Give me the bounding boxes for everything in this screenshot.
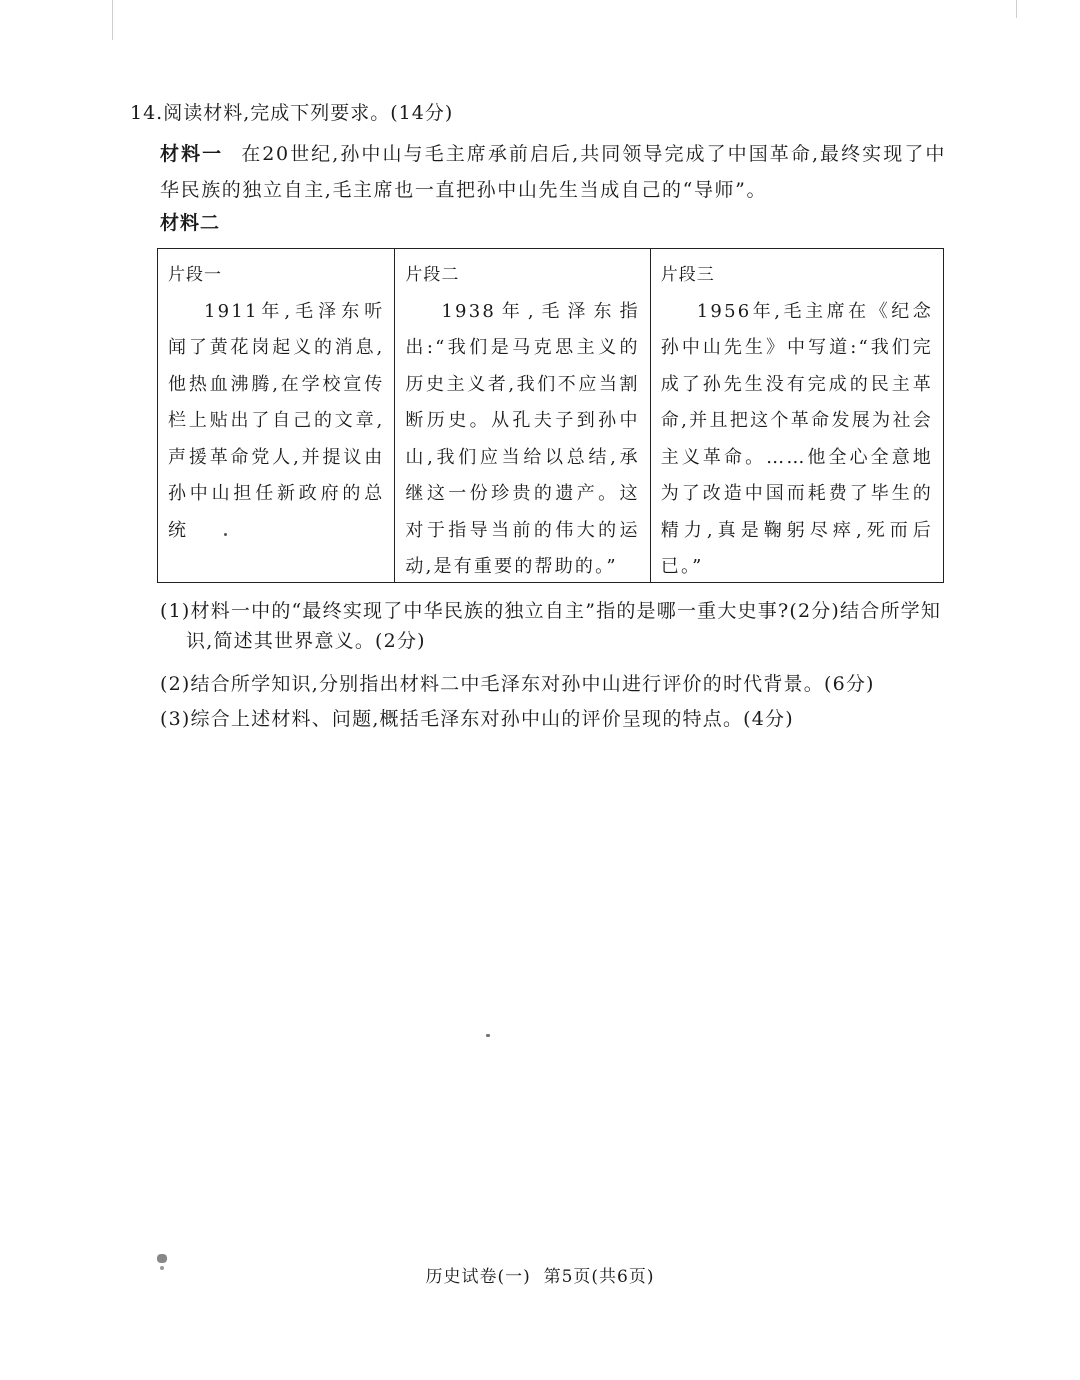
sub-question-continuation: 识,简述其世界意义。(2分) [186, 630, 426, 652]
material-two-table [157, 248, 944, 583]
scan-edge-line-right [1016, 0, 1017, 18]
sub-question-line: (3)综合上述材料、问题,概括毛泽东对孙中山的评价呈现的特点。(4分) [160, 708, 794, 730]
question-title: 14.阅读材料,完成下列要求。(14分) [130, 102, 454, 124]
segment-text: 1956年,毛主席在《纪念孙中山先生》中写道:“我们完成了孙先生没有完成的民主革命,并且把这个革命发展为社会主义革命。……他全心全意地为了改造中国而耗费了毕生的精力,真是鞠躬尽瘁,死而后已。” [660, 300, 934, 577]
segment-text: 1938年,毛泽东指出:“我们是马克思主义的历史主义者,我们不应当割断历史。从孔夫子到孙中山,我们应当给以总结,承继这一份珍贵的遗产。这对于指导当前的伟大的运动,是有重要的帮助的。” [405, 300, 640, 577]
ink-dot [224, 533, 227, 536]
page-footer: 历史试卷(一) 第5页(共6页) [425, 1267, 655, 1287]
segment-heading: 片段三 [660, 265, 715, 285]
segment-text: 1911年,毛泽东听闻了黄花岗起义的消息,他热血沸腾,在学校宣传栏上贴出了自己的文章,声援革命党人,并提议由孙中山担任新政府的总统 [168, 300, 385, 541]
segment-cell [394, 249, 649, 582]
sub-question-1 [160, 596, 950, 656]
scan-edge-line [112, 0, 113, 40]
sub-question-3 [160, 704, 950, 734]
segment-heading: 片段一 [168, 265, 222, 285]
material-one [160, 136, 946, 208]
material-one-text: 在20世纪,孙中山与毛主席承前启后,共同领导完成了中国革命,最终实现了中华民族的独立自主,毛主席也一直把孙中山先生当成自己的“导师”。 [160, 143, 946, 201]
material-two-label: 材料二 [160, 212, 221, 234]
material-one-label: 材料一 [160, 143, 224, 165]
scan-speck [486, 1034, 490, 1037]
sub-question-line: (1)材料一中的“最终实现了中华民族的独立自主”指的是哪一重大史事?(2分)结合所学知 [160, 600, 942, 622]
segment-cell [650, 249, 943, 582]
sub-question-line: (2)结合所学知识,分别指出材料二中毛泽东对孙中山进行评价的时代背景。(6分) [160, 673, 875, 695]
segment-heading: 片段二 [405, 265, 460, 285]
segment-cell [158, 249, 394, 582]
sub-question-2 [160, 669, 950, 699]
